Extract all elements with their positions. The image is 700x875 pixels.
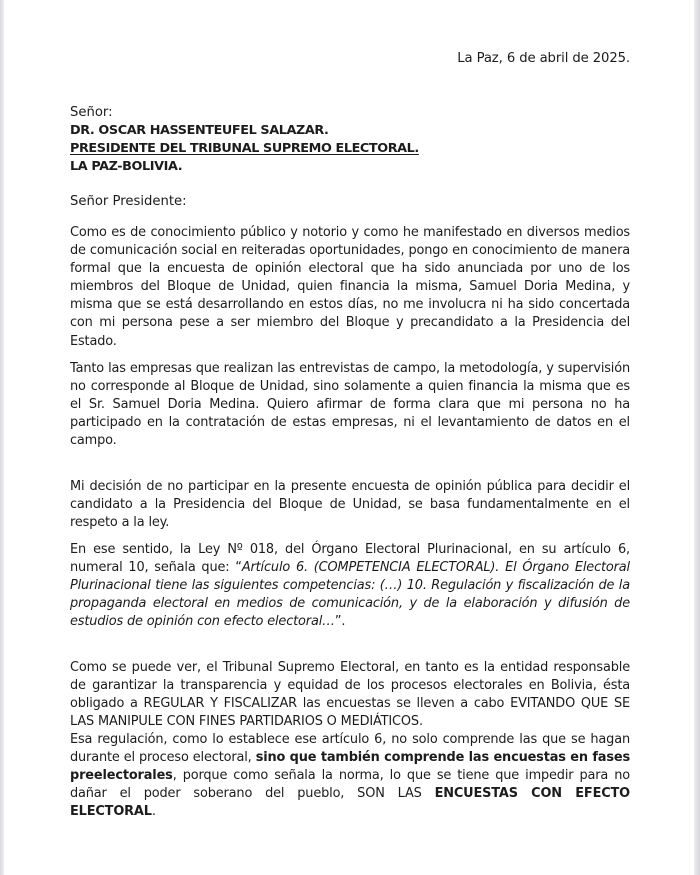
recipient-name: DR. OSCAR HASSENTEUFEL SALAZAR. — [70, 123, 329, 138]
paragraph-6-emphasis-2: ENCUESTAS CON EFECTO ELECTORAL — [70, 786, 630, 820]
recipient-block — [70, 104, 419, 176]
recipient-title: PRESIDENTE DEL TRIBUNAL SUPREMO ELECTORAL. — [70, 141, 419, 156]
law-quote: Artículo 6. (COMPETENCIA ELECTORAL). El Órgano Electoral Plurinacional tiene las siguientes competencias: (…) 10. Regulación y fiscalización de la propaganda electoral en medios de comunicación, y de la elaboración y difusión de estudios de opinión con efecto electoral… — [70, 560, 630, 630]
paragraph-6-text-2: , porque como señala la norma, lo que se tiene que impedir para no dañar el poder soberano del pueblo, SON LAS — [70, 768, 630, 802]
paragraph-2: Tanto las empresas que realizan las entrevistas de campo, la metodología, y supervisión no corresponde al Bloque de Unidad, sino solamente a quien financia la misma que es el Sr. Samuel Doria Medina. Quiero afirmar de forma clara que mi persona no ha participado en la contratación de estas empresas, ni el levantamiento de datos en el campo. — [70, 361, 630, 449]
recipient-location: LA PAZ-BOLIVIA. — [70, 159, 183, 174]
page-frame-left — [0, 0, 4, 875]
paragraph-5: Como se puede ver, el Tribunal Supremo Electoral, en tanto es la entidad responsable de garantizar la transparencia y equidad de los procesos electorales en Bolivia, ésta obligado a REGULAR Y FISCALIZAR las encuestas se lleven a cabo EVITANDO QUE SE LAS MANIPULE CON FINES PARTIDARIOS O MEDIÁTICOS. — [70, 660, 630, 730]
paragraph-3: Mi decisión de no participar en la presente encuesta de opinión pública para decidir el candidato a la Presidencia del Bloque de Unidad, se basa fundamentalmente en el respeto a la ley. — [70, 479, 630, 531]
law-citation-intro: En ese sentido, la Ley Nº 018, del Órgano Electoral Plurinacional, en su artículo 6, numeral 10, señala que: “ — [70, 542, 630, 576]
page-frame-right — [694, 0, 700, 875]
paragraph-4 — [70, 541, 630, 631]
law-citation-outro: ”. — [334, 614, 346, 630]
paragraph-6 — [70, 731, 630, 821]
paragraph-6-text-1: Esa regulación, como lo establece ese artículo 6, no solo comprende las que se hagan durante el proceso electoral, — [70, 732, 630, 766]
paragraph-1: Como es de conocimiento público y notorio y como he manifestado en diversos medios de comunicación social en reiteradas oportunidades, pongo en conocimiento de manera formal que la encuesta de opinión electoral que ha sido anunciada por uno de los miembros del Bloque de Unidad, quien financia la misma, Samuel Doria Medina, y misma que se está desarrollando en estos días, no me involucra ni ha sido concertada con mi persona pese a ser miembro del Bloque y precandidato a la Presidencia del Estado. — [70, 225, 630, 349]
letter-date: La Paz, 6 de abril de 2025. — [457, 51, 630, 66]
paragraph-6-text-3: . — [151, 804, 156, 820]
recipient-salutation: Señor: — [70, 105, 113, 120]
letter-greeting: Señor Presidente: — [70, 194, 187, 209]
paragraph-6-emphasis-1: sino que también comprende las encuestas en fases preelectorales — [70, 750, 630, 784]
